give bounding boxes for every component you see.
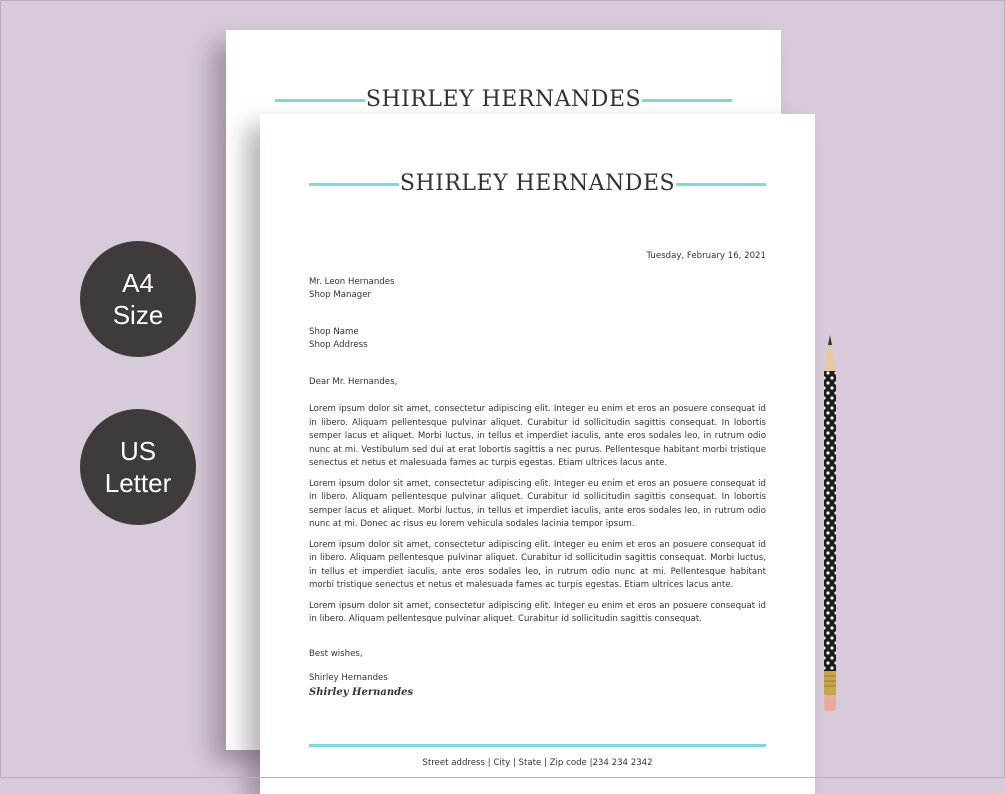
shop-block	[309, 326, 766, 353]
header-rule-right	[676, 183, 766, 186]
badge-line: Letter	[104, 468, 172, 498]
letter-date: Tuesday, February 16, 2021	[646, 251, 766, 261]
salutation: Dear Mr. Hernandes,	[309, 376, 398, 387]
back-sheet-name: SHIRLEY HERNANDES	[365, 87, 642, 112]
paragraph: Lorem ipsum dolor sit amet, consectetur adipiscing elit. Integer eu enim et eros an posuere consequat id in libero. Aliquam pellentesque pulvinar aliquet. Curabitur id sollicitudin sagittis consequat. Morbi luctus, in tellus et imperdiet iaculis, ante eros sodales leo, in rutrum odio nunc at mi. Pellentesque habitant morbi tristique senectus et netus et malesuada fames ac turpis egestas. Etiam ultrices lacus ante.	[309, 539, 766, 590]
paragraph: Lorem ipsum dolor sit amet, consectetur adipiscing elit. Integer eu enim et eros an posuere consequat id in libero. Aliquam pellentesque pulvinar aliquet. Curabitur id sollicitudin sagittis consequat. In lobortis semper lacus et aliquet. Morbi luctus, in tellus et imperdiet iaculis, ante eros sodales leo, in rutrum odio nunc at mi. Vestibulum sed dui at erat lobortis sagittis a nec purus. Pellentesque habitant morbi tristique senectus et netus et malesuada fames ac turpis egestas. Etiam ultrices lacus ante.	[309, 404, 766, 468]
closing: Best wishes,	[309, 648, 363, 659]
us-letter-badge	[80, 409, 196, 525]
pencil-icon	[822, 335, 838, 715]
paragraph: Lorem ipsum dolor sit amet, consectetur adipiscing elit. Integer eu enim et eros an posuere consequat id in libero. Aliquam pellentesque pulvinar aliquet. Curabitur id sollicitudin sagittis consequat. In lobortis semper lacus et aliquet. Morbi luctus, in tellus et imperdiet iaculis, ante eros sodales leo, in rutrum odio nunc at mi. Donec ac risus eu lorem vehicula sodales lacinia tempor ipsum.	[309, 478, 766, 529]
signature: Shirley Hernandes	[309, 686, 414, 698]
signer-name: Shirley Hernandes	[309, 673, 388, 683]
recipient-title: Shop Manager	[309, 290, 372, 300]
badge-line: US	[119, 436, 157, 466]
badge-line: Size	[112, 300, 164, 330]
shop-address: Shop Address	[309, 340, 368, 350]
footer-rule	[309, 744, 766, 747]
shop-name: Shop Name	[309, 326, 359, 337]
recipient-name: Mr. Leon Hernandes	[309, 276, 395, 287]
recipient-block	[309, 276, 766, 303]
letter-sheet	[260, 114, 815, 794]
a4-size-badge	[80, 241, 196, 357]
footer-contact: Street address | City | State | Zip code |234 234 2342	[422, 758, 653, 768]
letter-name: SHIRLEY HERNANDES	[399, 171, 676, 196]
header-rule-right	[642, 99, 732, 102]
letter-header	[260, 164, 815, 204]
letter-body	[309, 250, 766, 699]
badge-line: A4	[122, 268, 154, 298]
paragraph: Lorem ipsum dolor sit amet, consectetur adipiscing elit. Integer eu enim et eros an posuere consequat id in libero. Aliquam pellentesque pulvinar aliquet. Curabitur id sollicitudin sagittis consequat.	[309, 600, 766, 624]
